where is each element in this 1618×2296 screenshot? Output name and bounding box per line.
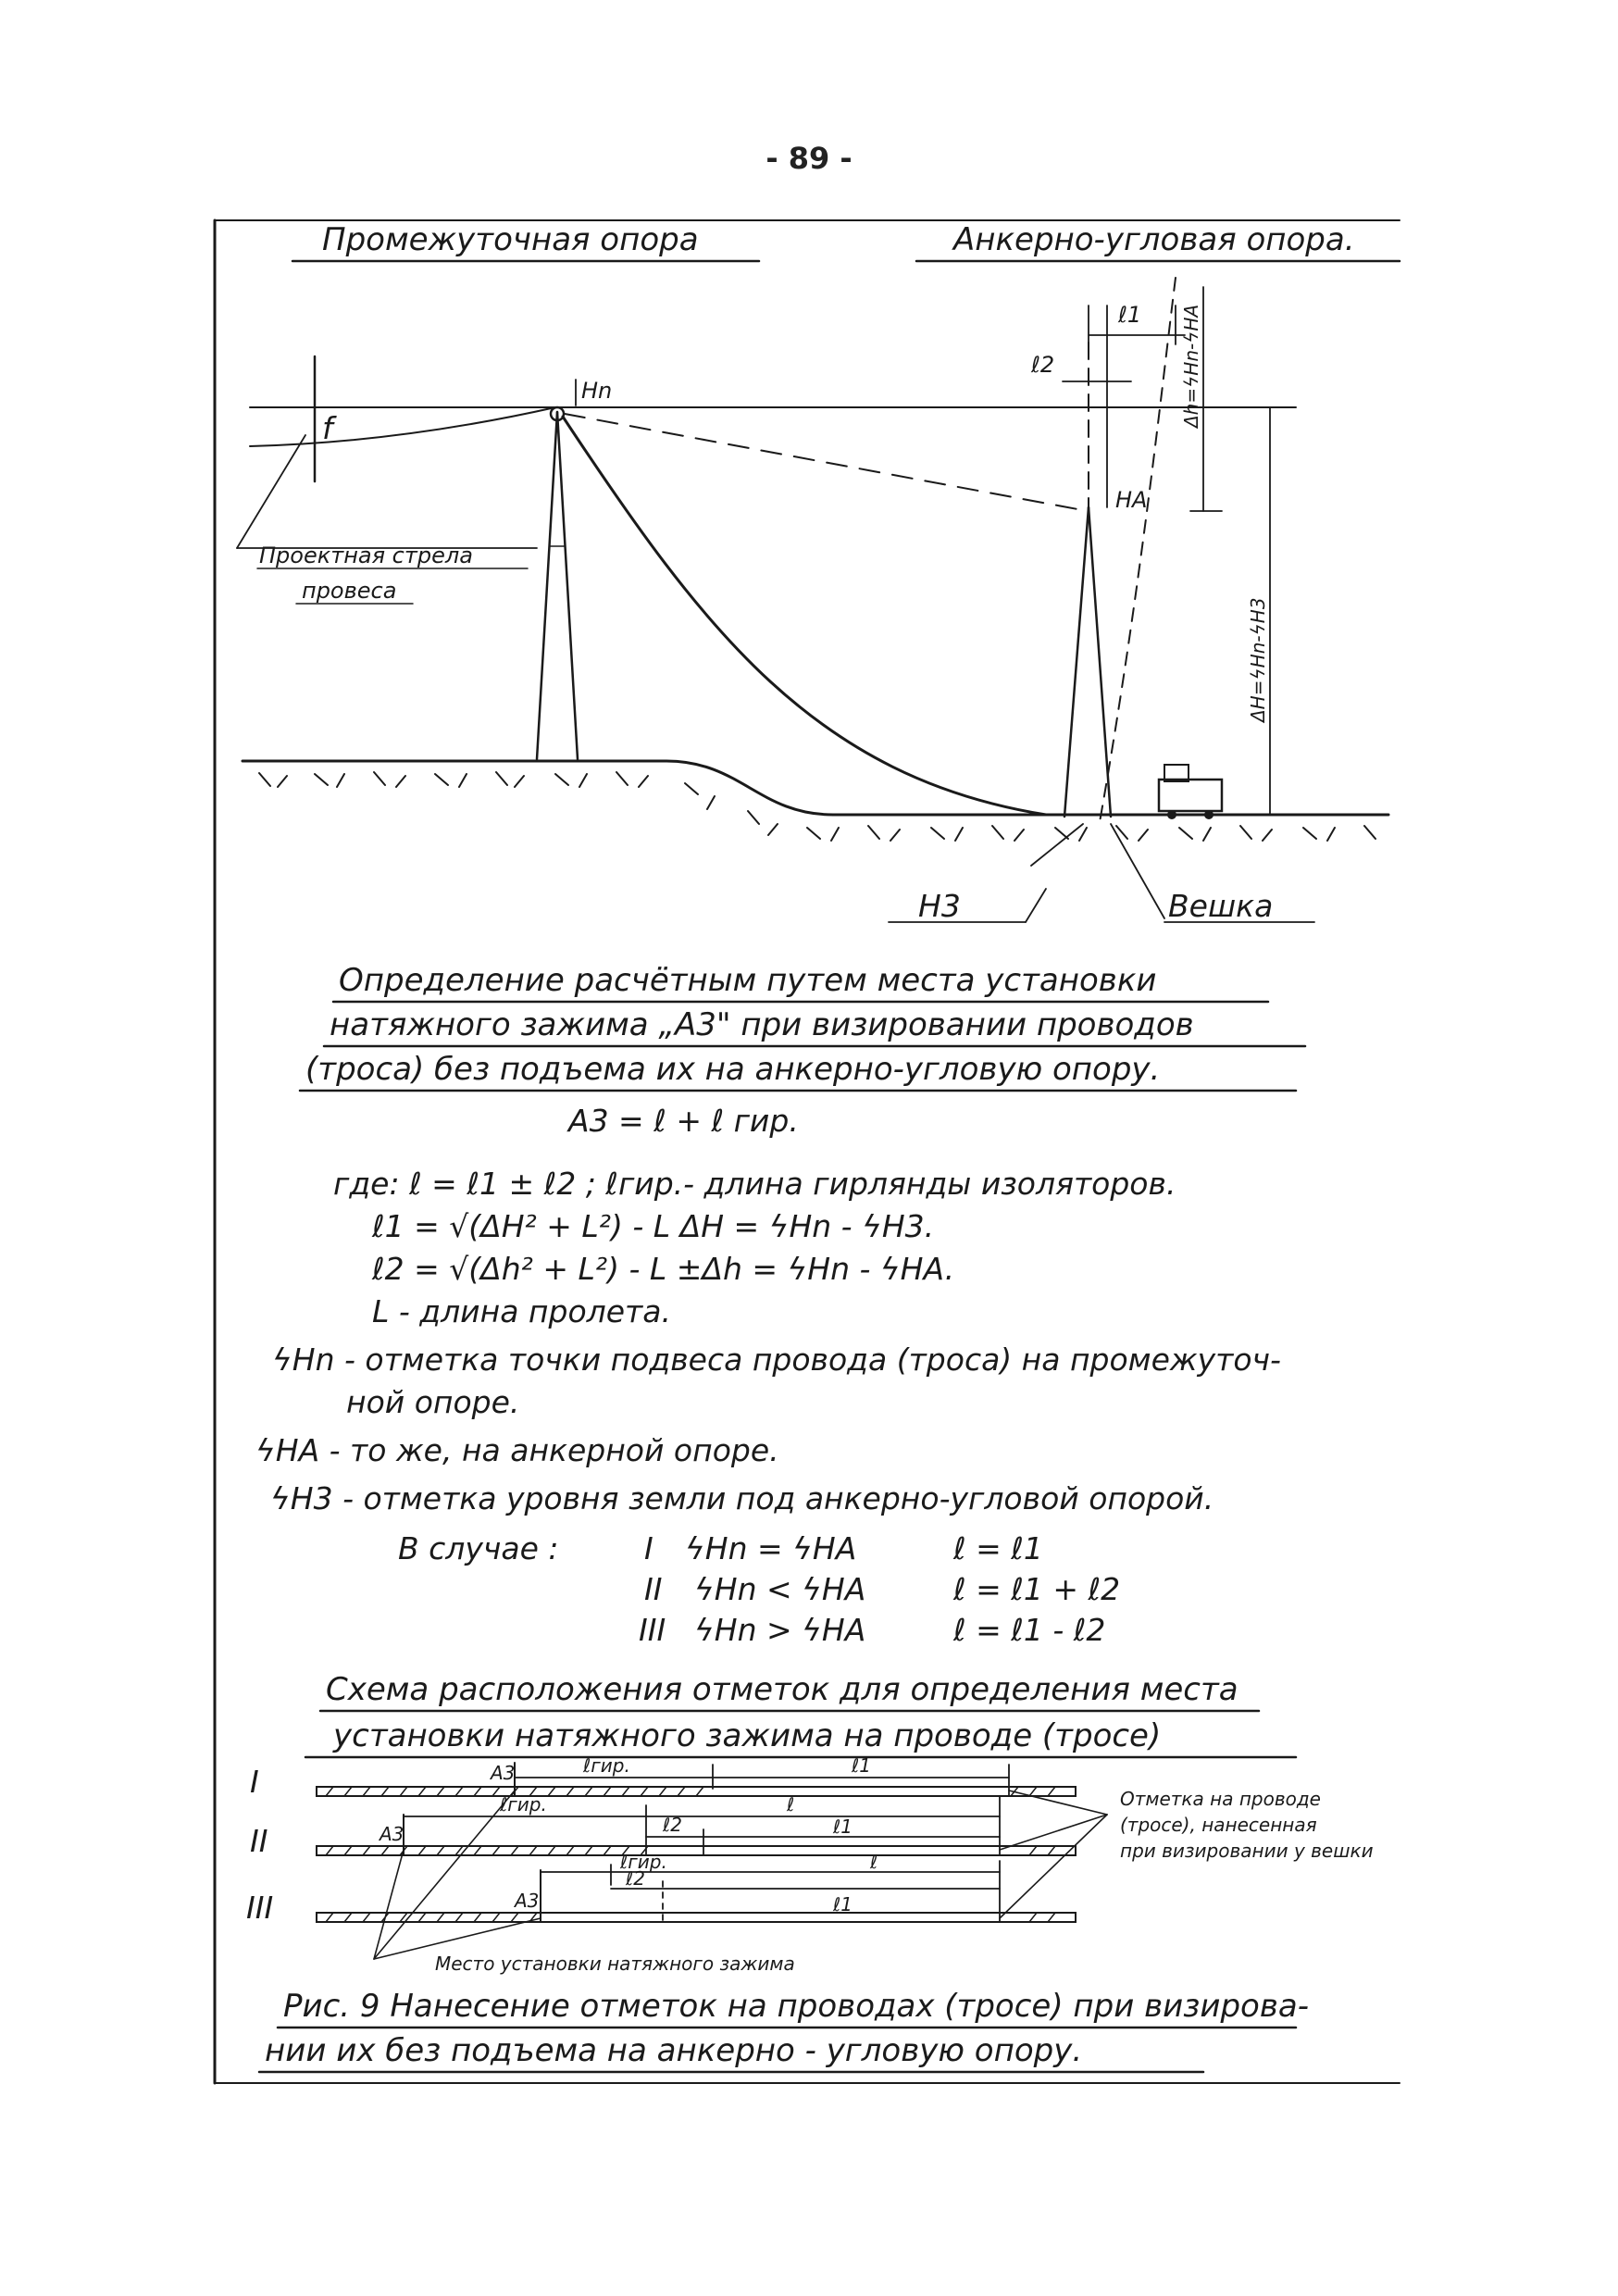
case-3-cond: ϟHn > ϟHA [694, 1612, 866, 1648]
headings [292, 221, 1400, 261]
cases-label: В случае : [398, 1530, 559, 1566]
dh-vertical-label: Δh=ϟHn-ϟHA [1180, 304, 1202, 428]
def-line-4: L - длина пролета. [372, 1293, 671, 1329]
figure-caption [259, 1988, 1309, 2072]
scheme-row-1 [489, 1754, 1009, 1796]
scheme-wires [317, 1787, 1076, 1922]
intermediate-tower [537, 407, 578, 759]
hn-label: Hn [581, 378, 613, 404]
def-line-2: ℓ1 = √(ΔH² + L²) - L ΔH = ϟHn - ϟH3. [372, 1208, 935, 1244]
row2-lgir: ℓгир. [500, 1793, 547, 1816]
main-span-wire [563, 417, 1111, 815]
scheme-row-3 [513, 1851, 1000, 1922]
mark-note-3: при визировании у вешки [1120, 1840, 1374, 1862]
heading-line-1: Определение расчётным путем места установки [339, 962, 1157, 999]
def-line-5: ϟHn - отметка точки подвеса провода (троса) на промежуточ- [272, 1341, 1281, 1378]
row1-a3: A3 [491, 1762, 516, 1784]
method-heading [300, 962, 1305, 1091]
left-heading: Промежуточная опора [322, 221, 699, 258]
caption-line-2: нии их без подъема на анкерно - угловую опору. [265, 2032, 1083, 2069]
caption-line-1: Рис. 9 Нанесение отметок на проводах (тросе) при визирова- [283, 1988, 1309, 2025]
sight-line [565, 414, 1088, 511]
cases-block [398, 1530, 1120, 1648]
case-2-cond: ϟHn < ϟHA [694, 1571, 866, 1607]
scheme-heading-line-1: Схема расположения отметок для определения места [326, 1671, 1238, 1708]
case-1-num: I [644, 1530, 653, 1566]
row2-l1: ℓ1 [833, 1816, 853, 1838]
row2-a3: A3 [380, 1823, 404, 1845]
l2-label: ℓ2 [1031, 352, 1055, 378]
case-3-res: ℓ = ℓ1 - ℓ2 [953, 1612, 1106, 1648]
veshka-label: Вешка [1168, 888, 1274, 924]
def-line-7: ϟHA - то же, на анкерной опоре. [255, 1432, 779, 1468]
left-span-wire [250, 407, 555, 446]
sag-label-line2: провеса [302, 578, 397, 604]
row-label-3: III [246, 1890, 274, 1926]
row3-lgir: ℓгир. [620, 1851, 667, 1873]
dH-vertical-label: ΔH=ϟHn-ϟH3 [1247, 597, 1269, 722]
row-label-2: II [250, 1823, 268, 1859]
case-1-cond: ϟHn = ϟHA [685, 1530, 857, 1566]
install-place-label: Место установки натяжного зажима [435, 1953, 795, 1975]
case-3-num: III [639, 1612, 666, 1648]
row2-l2: ℓ2 [663, 1814, 682, 1836]
row3-l1: ℓ1 [833, 1893, 853, 1915]
mark-note-1: Отметка на проводе [1120, 1788, 1321, 1810]
definitions [255, 1166, 1281, 1516]
def-line-6: ной опоре. [346, 1384, 520, 1420]
ha-label: HA [1115, 487, 1148, 513]
row-label-1: I [250, 1764, 259, 1800]
heading-line-2: натяжного зажима „A3" при визировании проводов [330, 1006, 1194, 1043]
l1-label: ℓ1 [1118, 302, 1142, 328]
row1-lgir: ℓгир. [583, 1754, 630, 1777]
right-heading: Анкерно-угловая опора. [953, 221, 1355, 258]
page-number: - 89 - [765, 141, 853, 176]
sag-f-label: f [322, 410, 333, 446]
def-line-8: ϟH3 - отметка уровня земли под анкерно-угловой опорой. [270, 1480, 1214, 1516]
case-2-res: ℓ = ℓ1 + ℓ2 [953, 1571, 1121, 1607]
mark-note-2: (тросе), нанесенная [1120, 1814, 1317, 1836]
scheme-heading-line-2: установки натяжного зажима на проводе (тросе) [333, 1717, 1162, 1754]
heading-line-3: (троса) без подъема их на анкерно-угловую опору. [305, 1051, 1161, 1088]
sag-label-line1: Проектная стрела [259, 543, 473, 568]
row3-a3: A3 [515, 1890, 540, 1912]
case-2-num: II [644, 1571, 663, 1607]
scheme-heading [305, 1671, 1296, 1757]
formula-main: A3 = ℓ + ℓ гир. [568, 1103, 799, 1139]
raised-wire-path [1100, 278, 1176, 822]
row1-l1: ℓ1 [852, 1754, 871, 1777]
row2-l: ℓ [787, 1793, 795, 1816]
def-line-1: где: ℓ = ℓ1 ± ℓ2 ; ℓгир.- длина гирлянды изоляторов. [333, 1166, 1176, 1202]
def-line-3: ℓ2 = √(Δh² + L²) - L ±Δh = ϟHn - ϟHA. [372, 1251, 955, 1287]
case-1-res: ℓ = ℓ1 [953, 1530, 1043, 1566]
h3-label: H3 [918, 888, 961, 924]
row3-l2: ℓ2 [626, 1867, 645, 1890]
row3-l: ℓ [870, 1851, 878, 1873]
ground-profile [243, 761, 1388, 841]
vehicle-icon [1159, 765, 1222, 819]
